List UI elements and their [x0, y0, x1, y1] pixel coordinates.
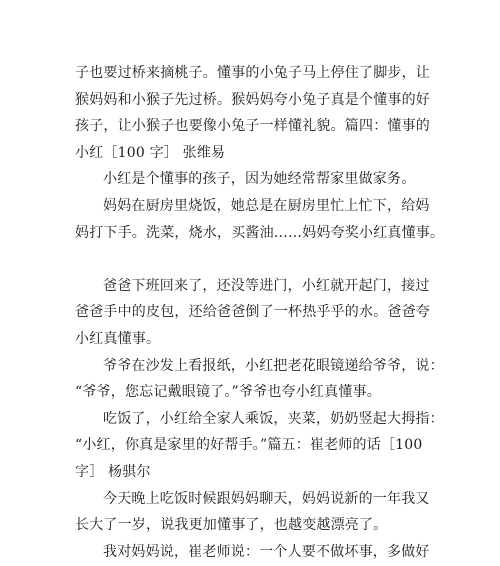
text-line: 字］ 杨骐尔 [75, 463, 151, 480]
text-line: 小红是个懂事的孩子，因为她经常帮家里做家务。 [103, 171, 416, 188]
document-body [75, 60, 445, 565]
text-line: 我对妈妈说，崔老师说：一个人要不做坏事，多做好 [103, 543, 430, 560]
text-line: 妈妈在厨房里烧饭，她总是在厨房里忙上忙下，给妈 [103, 197, 430, 214]
text-line: 小红真懂事。 [75, 330, 161, 347]
text-line: “小红，你真是家里的好帮手。”篇五：崔老师的话［100 [75, 437, 423, 454]
text-line: 孩子，让小猴子也要像小兔子一样懂礼貌。篇四：懂事的 [75, 118, 430, 135]
text-line: 今天晚上吃饭时候跟妈妈聊天，妈妈说新的一年我又 [103, 490, 430, 507]
text-line: 爷爷在沙发上看报纸，小红把老花眼镜递给爷爷，说： [103, 357, 444, 374]
paragraph-gap [75, 246, 430, 273]
text-line: 爸爸下班回来了，还没等进门，小红就开起门，接过 [103, 277, 430, 294]
text-line: 子也要过桥来摘桃子。懂事的小兔子马上停住了脚步，让 [75, 65, 430, 81]
text-line: 长大了一岁，说我更加懂事了，也越变越漂亮了。 [75, 517, 388, 534]
text-line: 爸爸手中的皮包，还给爸爸倒了一杯热乎乎的水。爸爸夸 [75, 304, 430, 321]
text-line: 吃饭了，小红给全家人乘饭，夹菜，奶奶竖起大拇指： [103, 410, 444, 427]
text-line: 妈打下手。洗菜，烧水，买酱油……妈妈夸奖小红真懂事。 [75, 224, 445, 241]
text-line: 猴妈妈和小猴子先过桥。猴妈妈夸小兔子真是个懂事的好 [75, 91, 430, 108]
text-line: 小红［100 字］ 张维易 [75, 144, 226, 161]
text-line: “爷爷，您忘记戴眼镜了。”爷爷也夸小红真懂事。 [75, 384, 381, 401]
